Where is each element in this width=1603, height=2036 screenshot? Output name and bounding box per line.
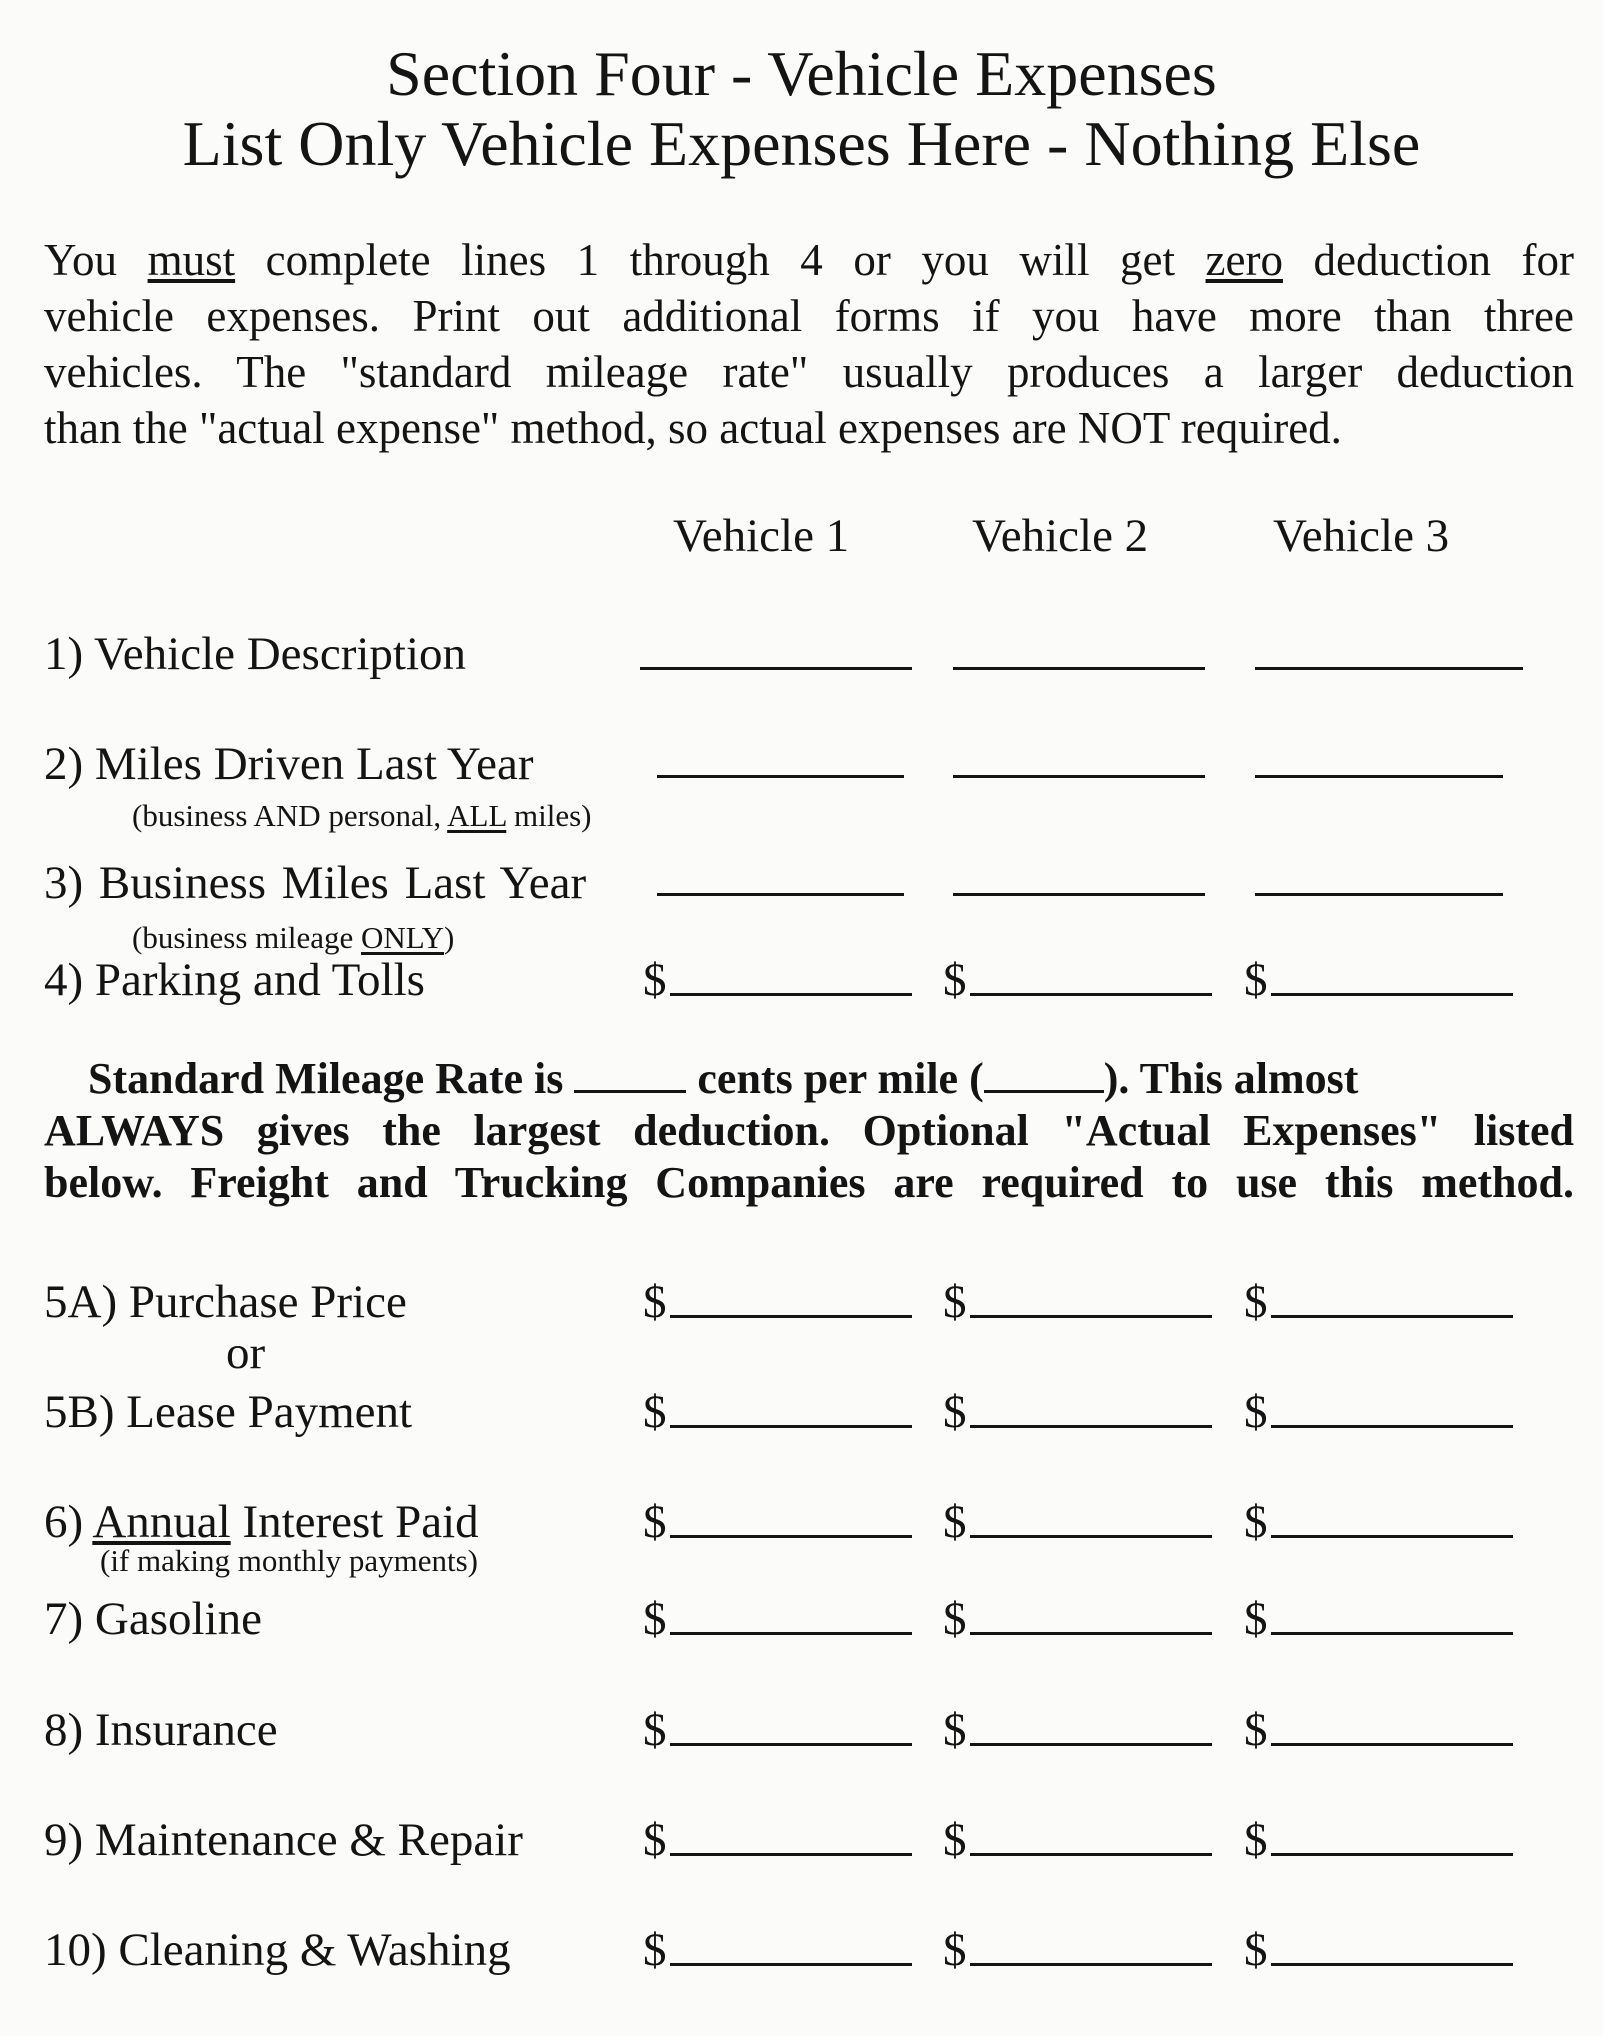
vehicle-3-maintenance-field[interactable]: [1271, 1853, 1513, 1856]
vehicle-1-maintenance-field[interactable]: [670, 1853, 912, 1856]
column-header-vehicle-2: Vehicle 2: [972, 510, 1149, 562]
dollar-sign: $: [943, 1704, 967, 1756]
dollar-sign: $: [643, 1276, 667, 1328]
vehicle-1-annual-interest-field[interactable]: [670, 1535, 912, 1538]
row-label-annual-interest: [44, 1494, 479, 1550]
row-label-business-miles: 3) Business Miles Last Year: [44, 857, 587, 909]
rate-line-1: [44, 1053, 1574, 1105]
note-text: (business AND personal,: [132, 798, 448, 833]
vehicle-2-parking-tolls-field[interactable]: [970, 993, 1212, 996]
page-title: Section Four - Vehicle Expenses: [386, 38, 1217, 109]
row-emphasis-annual: Annual: [92, 1496, 231, 1548]
dollar-sign: $: [643, 954, 667, 1006]
intro-line-3: vehicles. The "standard mileage rate" usually produces a larger deduction: [44, 347, 1574, 397]
vehicle-2-cleaning-field[interactable]: [970, 1963, 1212, 1966]
intro-text: deduction for: [1282, 235, 1575, 285]
row-note-business-miles: [132, 920, 454, 956]
note-text: (business mileage: [132, 920, 362, 955]
vehicle-1-miles-driven-field[interactable]: [657, 775, 904, 778]
dollar-sign: $: [643, 1704, 667, 1756]
vehicle-2-insurance-field[interactable]: [970, 1743, 1212, 1746]
vehicle-1-purchase-price-field[interactable]: [670, 1315, 912, 1318]
dollar-sign: $: [643, 1814, 667, 1866]
dollar-sign: $: [943, 954, 967, 1006]
dollar-sign: $: [943, 1496, 967, 1548]
vehicle-3-annual-interest-field[interactable]: [1271, 1535, 1513, 1538]
dollar-sign: $: [643, 1386, 667, 1438]
dollar-sign: $: [643, 1924, 667, 1976]
column-header-vehicle-1: Vehicle 1: [673, 510, 850, 562]
row-note-miles-driven: [132, 798, 592, 834]
dollar-sign: $: [943, 1593, 967, 1645]
dollar-sign: $: [643, 1496, 667, 1548]
vehicle-3-description-field[interactable]: [1255, 667, 1523, 670]
vehicle-2-annual-interest-field[interactable]: [970, 1535, 1212, 1538]
intro-emphasis-zero: zero: [1205, 235, 1283, 285]
row-label-lease-payment: 5B) Lease Payment: [44, 1386, 413, 1438]
or-separator: or: [226, 1327, 266, 1379]
vehicle-3-miles-driven-field[interactable]: [1255, 775, 1503, 778]
vehicle-3-business-miles-field[interactable]: [1255, 893, 1503, 896]
intro-paragraph: [44, 232, 1574, 456]
vehicle-1-insurance-field[interactable]: [670, 1743, 912, 1746]
note-text: miles): [506, 798, 592, 833]
vehicle-1-gasoline-field[interactable]: [670, 1632, 912, 1635]
vehicle-3-lease-payment-field[interactable]: [1271, 1425, 1513, 1428]
row-label-maintenance-repair: 9) Maintenance & Repair: [44, 1814, 523, 1866]
row-label-gasoline: 7) Gasoline: [44, 1593, 262, 1645]
mileage-rate-cents-field[interactable]: [574, 1084, 686, 1093]
dollar-sign: $: [1244, 1496, 1268, 1548]
vehicle-2-business-miles-field[interactable]: [953, 893, 1205, 896]
row-label-insurance: 8) Insurance: [44, 1704, 278, 1756]
vehicle-1-business-miles-field[interactable]: [657, 893, 904, 896]
rate-text: ). This almost: [1103, 1054, 1359, 1103]
vehicle-3-parking-tolls-field[interactable]: [1271, 993, 1513, 996]
dollar-sign: $: [1244, 954, 1268, 1006]
dollar-sign: $: [643, 1593, 667, 1645]
dollar-sign: $: [1244, 1593, 1268, 1645]
vehicle-3-cleaning-field[interactable]: [1271, 1963, 1513, 1966]
row-label-miles-driven: 2) Miles Driven Last Year: [44, 738, 534, 790]
dollar-sign: $: [943, 1924, 967, 1976]
dollar-sign: $: [1244, 1276, 1268, 1328]
page-subtitle: List Only Vehicle Expenses Here - Nothing Else: [182, 108, 1421, 179]
rate-line-3: below. Freight and Trucking Companies are required to use this method.: [44, 1158, 1574, 1207]
dollar-sign: $: [1244, 1924, 1268, 1976]
vehicle-3-purchase-price-field[interactable]: [1271, 1315, 1513, 1318]
dollar-sign: $: [1244, 1704, 1268, 1756]
vehicle-2-miles-driven-field[interactable]: [953, 775, 1205, 778]
mileage-rate-parenthetical-field[interactable]: [984, 1084, 1104, 1093]
intro-line-1: [44, 232, 1574, 288]
standard-mileage-rate-paragraph: [44, 1053, 1574, 1209]
rate-line-2: ALWAYS gives the largest deduction. Optional "Actual Expenses" listed: [44, 1106, 1574, 1155]
row-label-text: Interest Paid: [230, 1496, 479, 1548]
intro-text: complete lines 1 through 4 or you will get: [235, 235, 1206, 285]
note-emphasis-only: ONLY: [361, 920, 445, 955]
row-note-annual-interest: (if making monthly payments): [100, 1543, 478, 1578]
vehicle-1-lease-payment-field[interactable]: [670, 1425, 912, 1428]
column-header-vehicle-3: Vehicle 3: [1273, 510, 1450, 562]
dollar-sign: $: [1244, 1814, 1268, 1866]
note-emphasis-all: ALL: [447, 798, 507, 833]
vehicle-1-description-field[interactable]: [640, 667, 912, 670]
rate-text: cents per mile (: [686, 1054, 984, 1103]
vehicle-3-gasoline-field[interactable]: [1271, 1632, 1513, 1635]
row-label-vehicle-description: 1) Vehicle Description: [44, 628, 467, 680]
row-label-cleaning-washing: 10) Cleaning & Washing: [44, 1924, 511, 1976]
vehicle-2-lease-payment-field[interactable]: [970, 1425, 1212, 1428]
rate-text: Standard Mileage Rate is: [88, 1054, 575, 1103]
vehicle-2-description-field[interactable]: [953, 667, 1205, 670]
dollar-sign: $: [1244, 1386, 1268, 1438]
row-label-purchase-price: 5A) Purchase Price: [44, 1276, 407, 1328]
intro-emphasis-must: must: [147, 235, 236, 285]
vehicle-1-parking-tolls-field[interactable]: [670, 993, 912, 996]
row-label-parking-tolls: 4) Parking and Tolls: [44, 954, 425, 1006]
dollar-sign: $: [943, 1814, 967, 1866]
vehicle-2-gasoline-field[interactable]: [970, 1632, 1212, 1635]
dollar-sign: $: [943, 1386, 967, 1438]
row-number: 6): [44, 1496, 93, 1548]
intro-text: You: [44, 235, 148, 285]
intro-line-4: than the "actual expense" method, so actual expenses are NOT required.: [44, 403, 1342, 453]
vehicle-1-cleaning-field[interactable]: [670, 1963, 912, 1966]
note-text: ): [444, 920, 455, 955]
vehicle-3-insurance-field[interactable]: [1271, 1743, 1513, 1746]
vehicle-2-maintenance-field[interactable]: [970, 1853, 1212, 1856]
dollar-sign: $: [943, 1276, 967, 1328]
intro-line-2: vehicle expenses. Print out additional forms if you have more than three: [44, 291, 1574, 341]
vehicle-2-purchase-price-field[interactable]: [970, 1315, 1212, 1318]
